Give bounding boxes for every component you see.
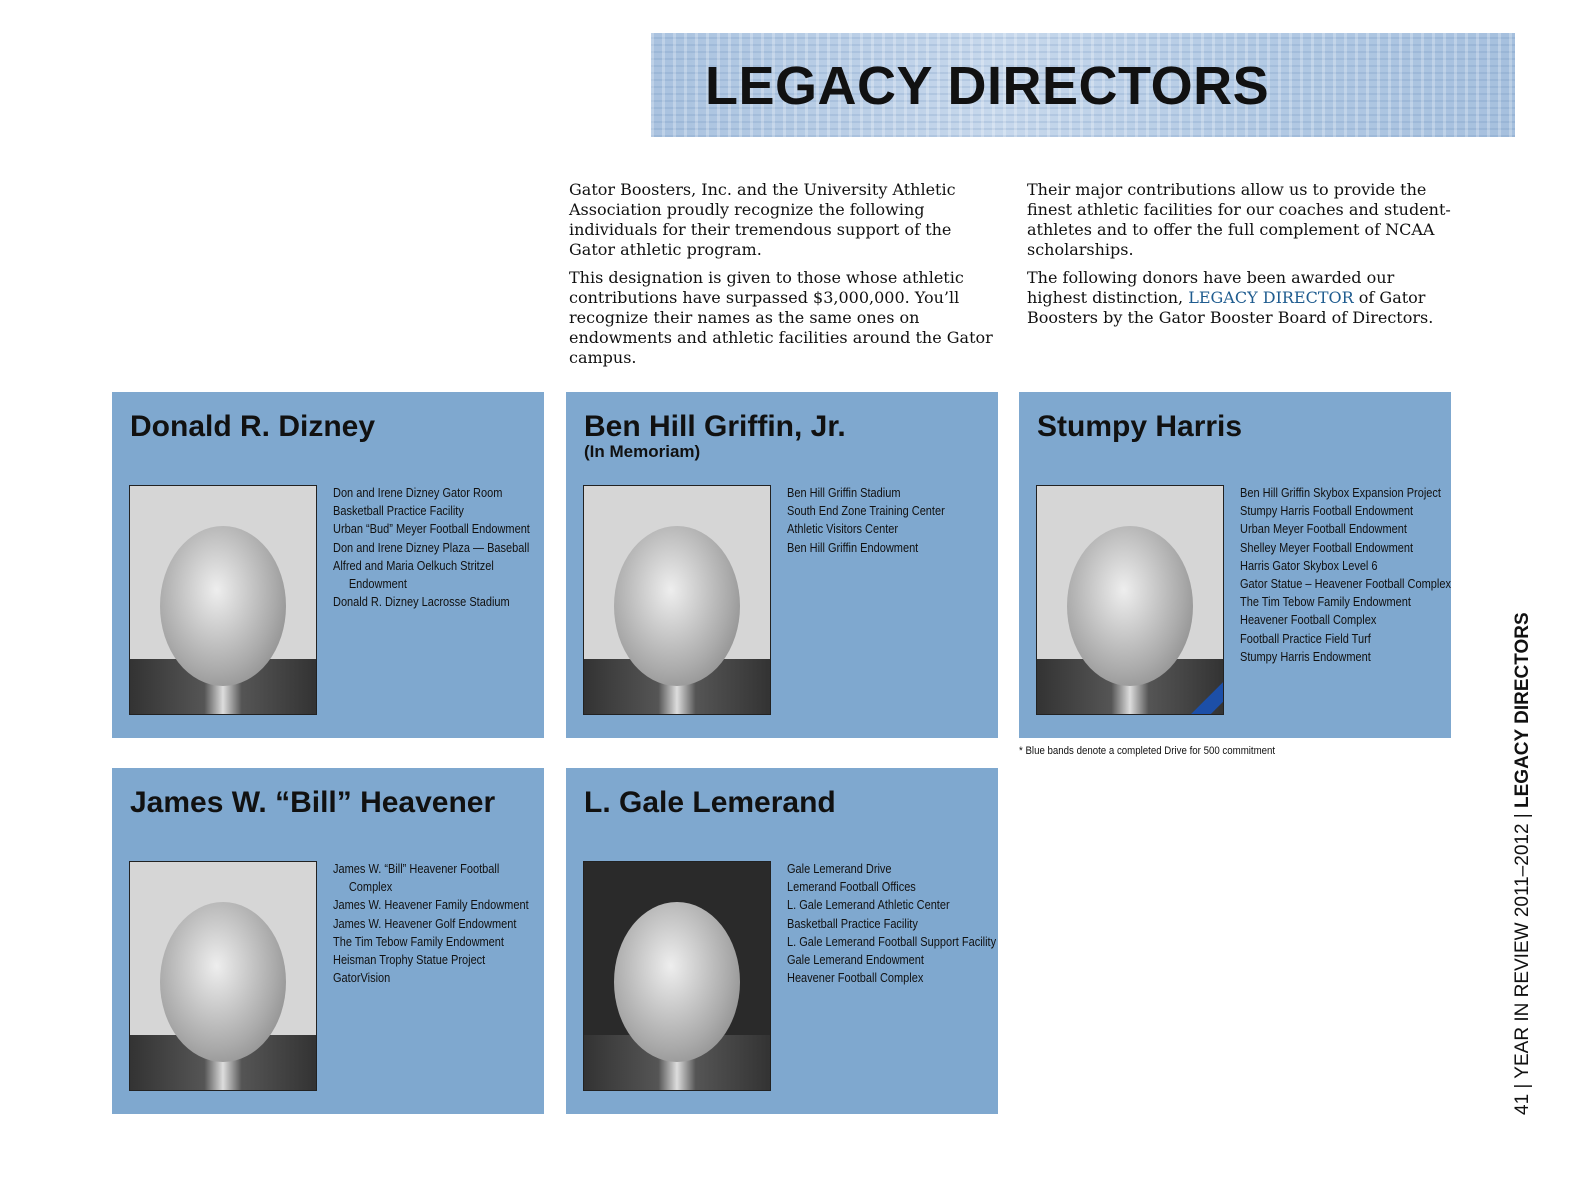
recognition-item: South End Zone Training Center [787,504,945,519]
intro-column-2 [1027,180,1452,336]
intro-paragraph: Their major contributions allow us to provide the finest athletic facilities for our coaches and student-athletes and to offer the full complement of NCAA scholarships. [1027,180,1451,259]
recognition-item: Heavener Football Complex [787,971,924,986]
recognition-item: Don and Irene Dizney Plaza — Baseball [333,540,530,555]
recognition-item: Alfred and Maria Oelkuch Stritzel Endowment [333,558,494,592]
text: The following donors have been awarded our highest distinction, [1027,268,1395,307]
director-name: Ben Hill Griffin, Jr. [584,410,846,443]
recognition-item: Basketball Practice Facility [787,916,918,931]
director-card [566,768,998,1114]
recognition-item: Stumpy Harris Endowment [1240,649,1371,664]
recognition-item: Ben Hill Griffin Endowment [787,540,919,555]
director-card [112,768,544,1114]
recognition-item: Shelley Meyer Football Endowment [1240,540,1414,555]
director-name: James W. “Bill” Heavener [130,786,496,819]
section-name: LEGACY DIRECTORS [1512,612,1533,808]
publication-name: YEAR IN REVIEW 2011–2012 [1512,823,1533,1079]
recognition-item: Stumpy Harris Football Endowment [1240,504,1414,519]
recognition-item: Don and Irene Dizney Gator Room [333,486,503,500]
recognition-list [1240,484,1451,666]
title-banner [651,33,1515,137]
director-photo [583,485,771,715]
recognition-item: Lemerand Football Offices [787,880,916,895]
director-photo [1036,485,1224,715]
photo-face [160,902,286,1062]
director-card [566,392,998,738]
recognition-item: The Tim Tebow Family Endowment [1240,595,1411,610]
director-name: L. Gale Lemerand [584,786,836,819]
highlight-text: LEGACY DIRECTOR [1188,288,1354,307]
recognition-item: The Tim Tebow Family Endowment [333,934,504,949]
page-number: 41 [1512,1093,1533,1115]
recognition-item: Urban Meyer Football Endowment [1240,522,1407,537]
recognition-item: Urban “Bud” Meyer Football Endowment [333,522,530,537]
director-card [112,392,544,738]
separator: | [1512,1083,1533,1089]
separator: | [1512,813,1533,819]
recognition-item: Heisman Trophy Statue Project [333,953,486,968]
director-name: Stumpy Harris [1037,410,1243,443]
recognition-item: GatorVision [333,971,391,986]
photo-face [614,526,740,686]
recognition-item: L. Gale Lemerand Football Support Facility [787,934,997,949]
director-card [1019,392,1451,738]
recognition-item: Basketball Practice Facility [333,504,464,519]
side-running-header [1512,612,1534,1115]
page-title: LEGACY DIRECTORS [705,56,1270,116]
director-photo [129,485,317,715]
recognition-item: Ben Hill Griffin Skybox Expansion Project [1240,486,1441,500]
recognition-item: James W. Heavener Golf Endowment [333,916,517,931]
recognition-item: Harris Gator Skybox Level 6 [1240,558,1378,573]
intro-paragraph [1027,268,1452,328]
recognition-item: L. Gale Lemerand Athletic Center [787,898,950,913]
director-photo [583,861,771,1091]
recognition-item: Donald R. Dizney Lacrosse Stadium [333,595,510,610]
photo-face [614,902,740,1062]
text: of Gator Boosters by the Gator Booster Board of Directors. [1027,288,1434,327]
intro-paragraph: This designation is given to those whose athletic contributions have surpassed $3,000,000. You’ll recognize their names as the same ones on endowments and athletic facilities around the Gator campus. [569,268,993,367]
intro-column-1 [569,180,994,376]
recognition-item: Gale Lemerand Endowment [787,953,924,968]
director-subtitle: (In Memoriam) [584,442,701,461]
recognition-list [787,860,998,987]
recognition-list [333,484,544,611]
recognition-item: Gale Lemerand Drive [787,862,892,876]
recognition-item: Gator Statue – Heavener Football Complex [1240,577,1451,592]
recognition-item: James W. “Bill” Heavener Football Complex [333,862,500,895]
director-name: Donald R. Dizney [130,410,376,443]
intro-paragraph: Gator Boosters, Inc. and the University Athletic Association proudly recognize the following individuals for their tremendous support of the Gator athletic program. [569,180,956,259]
director-photo [129,861,317,1091]
recognition-item: Athletic Visitors Center [787,522,899,537]
recognition-item: James W. Heavener Family Endowment [333,898,529,913]
recognition-item: Heavener Football Complex [1240,613,1377,628]
recognition-list [333,860,544,987]
recognition-item: Football Practice Field Turf [1240,631,1371,646]
photo-face [160,526,286,686]
recognition-item: Ben Hill Griffin Stadium [787,486,901,500]
recognition-list [787,484,998,557]
photo-face [1067,526,1193,686]
footnote: * Blue bands denote a completed Drive for 500 commitment [1019,745,1276,757]
